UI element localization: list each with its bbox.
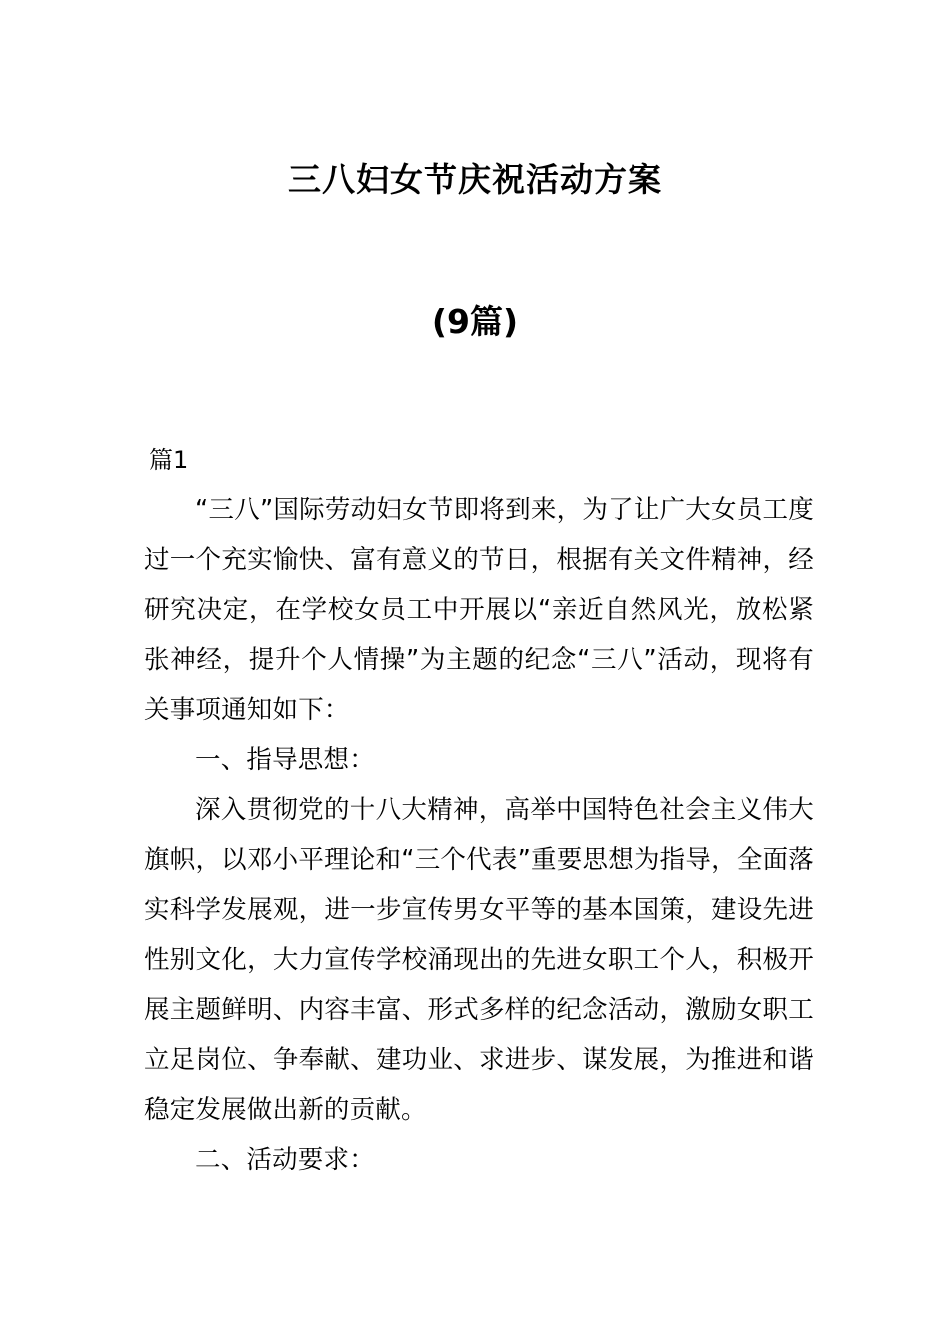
document-title: 三八妇女节庆祝活动方案 [288,160,662,199]
heading-activity-requirements: 二、活动要求： [195,1145,375,1175]
document-body [144,485,814,1185]
section-label: 篇1 [149,446,189,474]
heading-guiding-thought: 一、指导思想： [195,745,375,775]
paragraph-guiding-thought: 深入贯彻党的十八大精神，高举中国特色社会主义伟大旗帜，以邓小平理论和“三个代表”重要思想为指导，全面落实科学发展观，进一步宣传男女平等的基本国策，建设先进性别文化，大力宣传学校涌现出的先进女职工个人，积极开展主题鲜明、内容丰富、形式多样的纪念活动，激励女职工立足岗位、争奉献、建功业、求进步、谋发展，为推进和谐稳定发展做出新的贡献。 [144,795,814,1125]
paragraph-intro: “三八”国际劳动妇女节即将到来，为了让广大女员工度过一个充实愉快、富有意义的节日，根据有关文件精神，经研究决定，在学校女员工中开展以“亲近自然风光，放松紧张神经，提升个人情操”为主题的纪念“三八”活动，现将有关事项通知如下： [144,495,814,725]
document-subtitle: (9篇) [431,302,519,341]
